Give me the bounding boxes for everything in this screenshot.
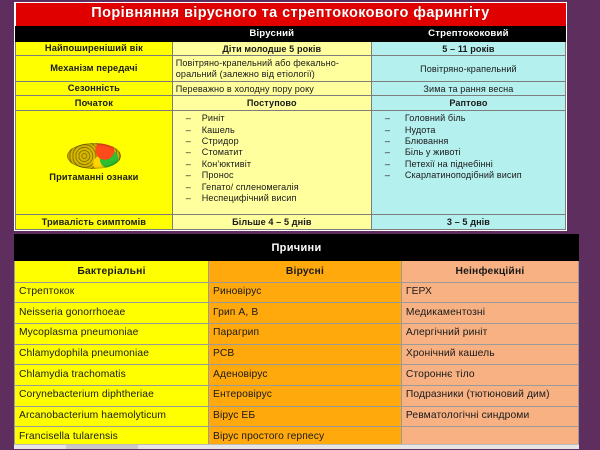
list-item: [176, 136, 368, 147]
brain-illustration-wrap: [19, 143, 169, 182]
cell-strep-signs: [371, 111, 565, 215]
list-item-label: Головний біль: [404, 113, 466, 124]
strep-signs-list: [375, 113, 562, 182]
list-item-label: Скарлатиноподібний висип: [404, 170, 522, 181]
dash-icon: –: [384, 158, 391, 169]
comparison-table: [15, 3, 566, 230]
row-label-signs-text: Притаманні ознаки: [49, 172, 139, 182]
causes-header-viral: Вірусні: [209, 261, 402, 282]
causes-header-noninfectious: Неінфекційні: [401, 261, 578, 282]
dash-icon: –: [185, 158, 191, 169]
list-item-label: Блювання: [404, 135, 449, 146]
comparison-table-container: [14, 2, 567, 231]
list-item-label: Кон'юктивіт: [201, 158, 252, 169]
table-row: [15, 344, 579, 365]
dash-icon: –: [384, 170, 391, 181]
cause-viral: Риновірус: [209, 282, 402, 303]
list-item-label: Риніт: [201, 113, 225, 124]
list-item: [375, 113, 562, 124]
cell-viral-age: Діти молодше 5 років: [172, 41, 371, 56]
dash-icon: –: [384, 135, 391, 146]
table-row: [15, 323, 579, 344]
table-row-seasonality: [16, 81, 566, 96]
cell-strep-transmission: Повітряно-крапельний: [371, 56, 565, 81]
table-row: [15, 365, 579, 386]
cause-bacterial: Francisella tularensis: [15, 427, 209, 448]
dash-icon: –: [185, 113, 191, 124]
cause-viral: Ентеровірус: [209, 385, 402, 406]
cause-bacterial: Chlamydia trachomatis: [15, 365, 209, 386]
cell-viral-seasonality: Переважно в холодну пору року: [172, 81, 371, 96]
list-item: [375, 147, 562, 158]
header-cell-blank: [16, 26, 173, 41]
dash-icon: –: [185, 193, 191, 204]
list-item: [176, 125, 368, 136]
cause-viral: Вірус ЕБ: [209, 406, 402, 427]
list-item-label: Гепато/ спленомегалія: [201, 181, 299, 192]
cause-viral: Вірус простого герпесу: [209, 427, 402, 448]
cell-strep-age: 5 – 11 років: [371, 41, 565, 56]
cause-viral: РСВ: [209, 344, 402, 365]
list-item-label: Неспецифічний висип: [201, 193, 297, 204]
list-item: [176, 159, 368, 170]
causes-header-bacterial: Бактеріальні: [15, 261, 209, 282]
cause-noninfectious: Стороннє тіло: [401, 365, 578, 386]
list-item: [176, 147, 368, 158]
header-cell-strep: Стрептококовий: [371, 26, 565, 41]
causes-header-row: [15, 261, 579, 282]
list-item: [176, 170, 368, 181]
horizontal-scrollbar[interactable]: [14, 444, 579, 449]
dash-icon: –: [384, 147, 391, 158]
list-item: [375, 159, 562, 170]
scrollbar-thumb[interactable]: [66, 445, 138, 449]
row-label-onset: Початок: [16, 96, 173, 111]
list-item-label: Біль у животі: [404, 147, 461, 158]
table-row-transmission: [16, 56, 566, 81]
list-item: [375, 125, 562, 136]
cell-strep-seasonality: Зима та рання весна: [371, 81, 565, 96]
cause-noninfectious: Хронічний кашель: [401, 344, 578, 365]
cell-strep-onset: Раптово: [371, 96, 565, 111]
causes-title-row: [15, 235, 579, 261]
causes-table: [14, 234, 579, 448]
cause-bacterial: Стрептокок: [15, 282, 209, 303]
row-label-transmission: Механізм передачі: [16, 56, 173, 81]
dash-icon: –: [384, 113, 391, 124]
cause-viral: Парагрип: [209, 323, 402, 344]
table-row: [15, 282, 579, 303]
row-label-age: Найпоширеніший вік: [16, 41, 173, 56]
list-item-label: Петехії на піднебінні: [404, 158, 493, 169]
list-item: [176, 193, 368, 204]
list-item: [375, 170, 562, 181]
cell-viral-onset: Поступово: [172, 96, 371, 111]
brain-icon: [67, 143, 121, 169]
dash-icon: –: [185, 135, 191, 146]
table-row-signs: [16, 111, 566, 215]
list-item-label: Стридор: [201, 135, 239, 146]
cell-viral-signs: [172, 111, 371, 215]
cause-viral: Грип А, В: [209, 303, 402, 324]
column-header-row: [16, 26, 566, 41]
row-label-seasonality: Сезонність: [16, 81, 173, 96]
cause-bacterial: Arcanobacterium haemolyticum: [15, 406, 209, 427]
list-item: [176, 182, 368, 193]
table-row-age: [16, 41, 566, 56]
cause-noninfectious: Алергічний риніт: [401, 323, 578, 344]
cell-viral-transmission: Повітряно-крапельний або фекально-оральний (залежно від етіології): [172, 56, 371, 81]
table-row-onset: [16, 96, 566, 111]
header-cell-viral: Вірусний: [172, 26, 371, 41]
list-item: [176, 113, 368, 124]
page-title: Порівняння вірусного та стрептококового фарингіту: [16, 3, 566, 26]
table-row-duration: [16, 215, 566, 230]
cause-noninfectious: Медикаментозні: [401, 303, 578, 324]
causes-title: Причини: [15, 235, 579, 261]
table-row: [15, 385, 579, 406]
dash-icon: –: [185, 147, 191, 158]
cause-noninfectious: Ревматологічні синдроми: [401, 406, 578, 427]
dash-icon: –: [384, 124, 391, 135]
row-label-duration: Тривалість симптомів: [16, 215, 173, 230]
cause-bacterial: Chlamydophila pneumoniae: [15, 344, 209, 365]
cell-viral-duration: Більше 4 – 5 днів: [172, 215, 371, 230]
dash-icon: –: [185, 124, 191, 135]
cause-viral: Аденовірус: [209, 365, 402, 386]
row-label-signs: [16, 111, 173, 215]
cause-bacterial: Mycoplasma pneumoniae: [15, 323, 209, 344]
viral-signs-list: [176, 113, 368, 205]
list-item-label: Стоматит: [201, 147, 243, 158]
table-row: [15, 303, 579, 324]
cause-bacterial: Corynebacterium diphtheriae: [15, 385, 209, 406]
causes-table-container: [14, 234, 579, 448]
cause-noninfectious: ГЕРХ: [401, 282, 578, 303]
list-item-label: Кашель: [201, 124, 235, 135]
cell-strep-duration: 3 – 5 днів: [371, 215, 565, 230]
table-row: [15, 406, 579, 427]
table-title-row: [16, 3, 566, 26]
list-item-label: Пронос: [201, 170, 234, 181]
cause-noninfectious: Подразники (тютюновий дим): [401, 385, 578, 406]
dash-icon: –: [185, 170, 191, 181]
list-item-label: Нудота: [404, 124, 436, 135]
cause-bacterial: Neisseria gonorrhoeae: [15, 303, 209, 324]
list-item: [375, 136, 562, 147]
dash-icon: –: [185, 181, 191, 192]
